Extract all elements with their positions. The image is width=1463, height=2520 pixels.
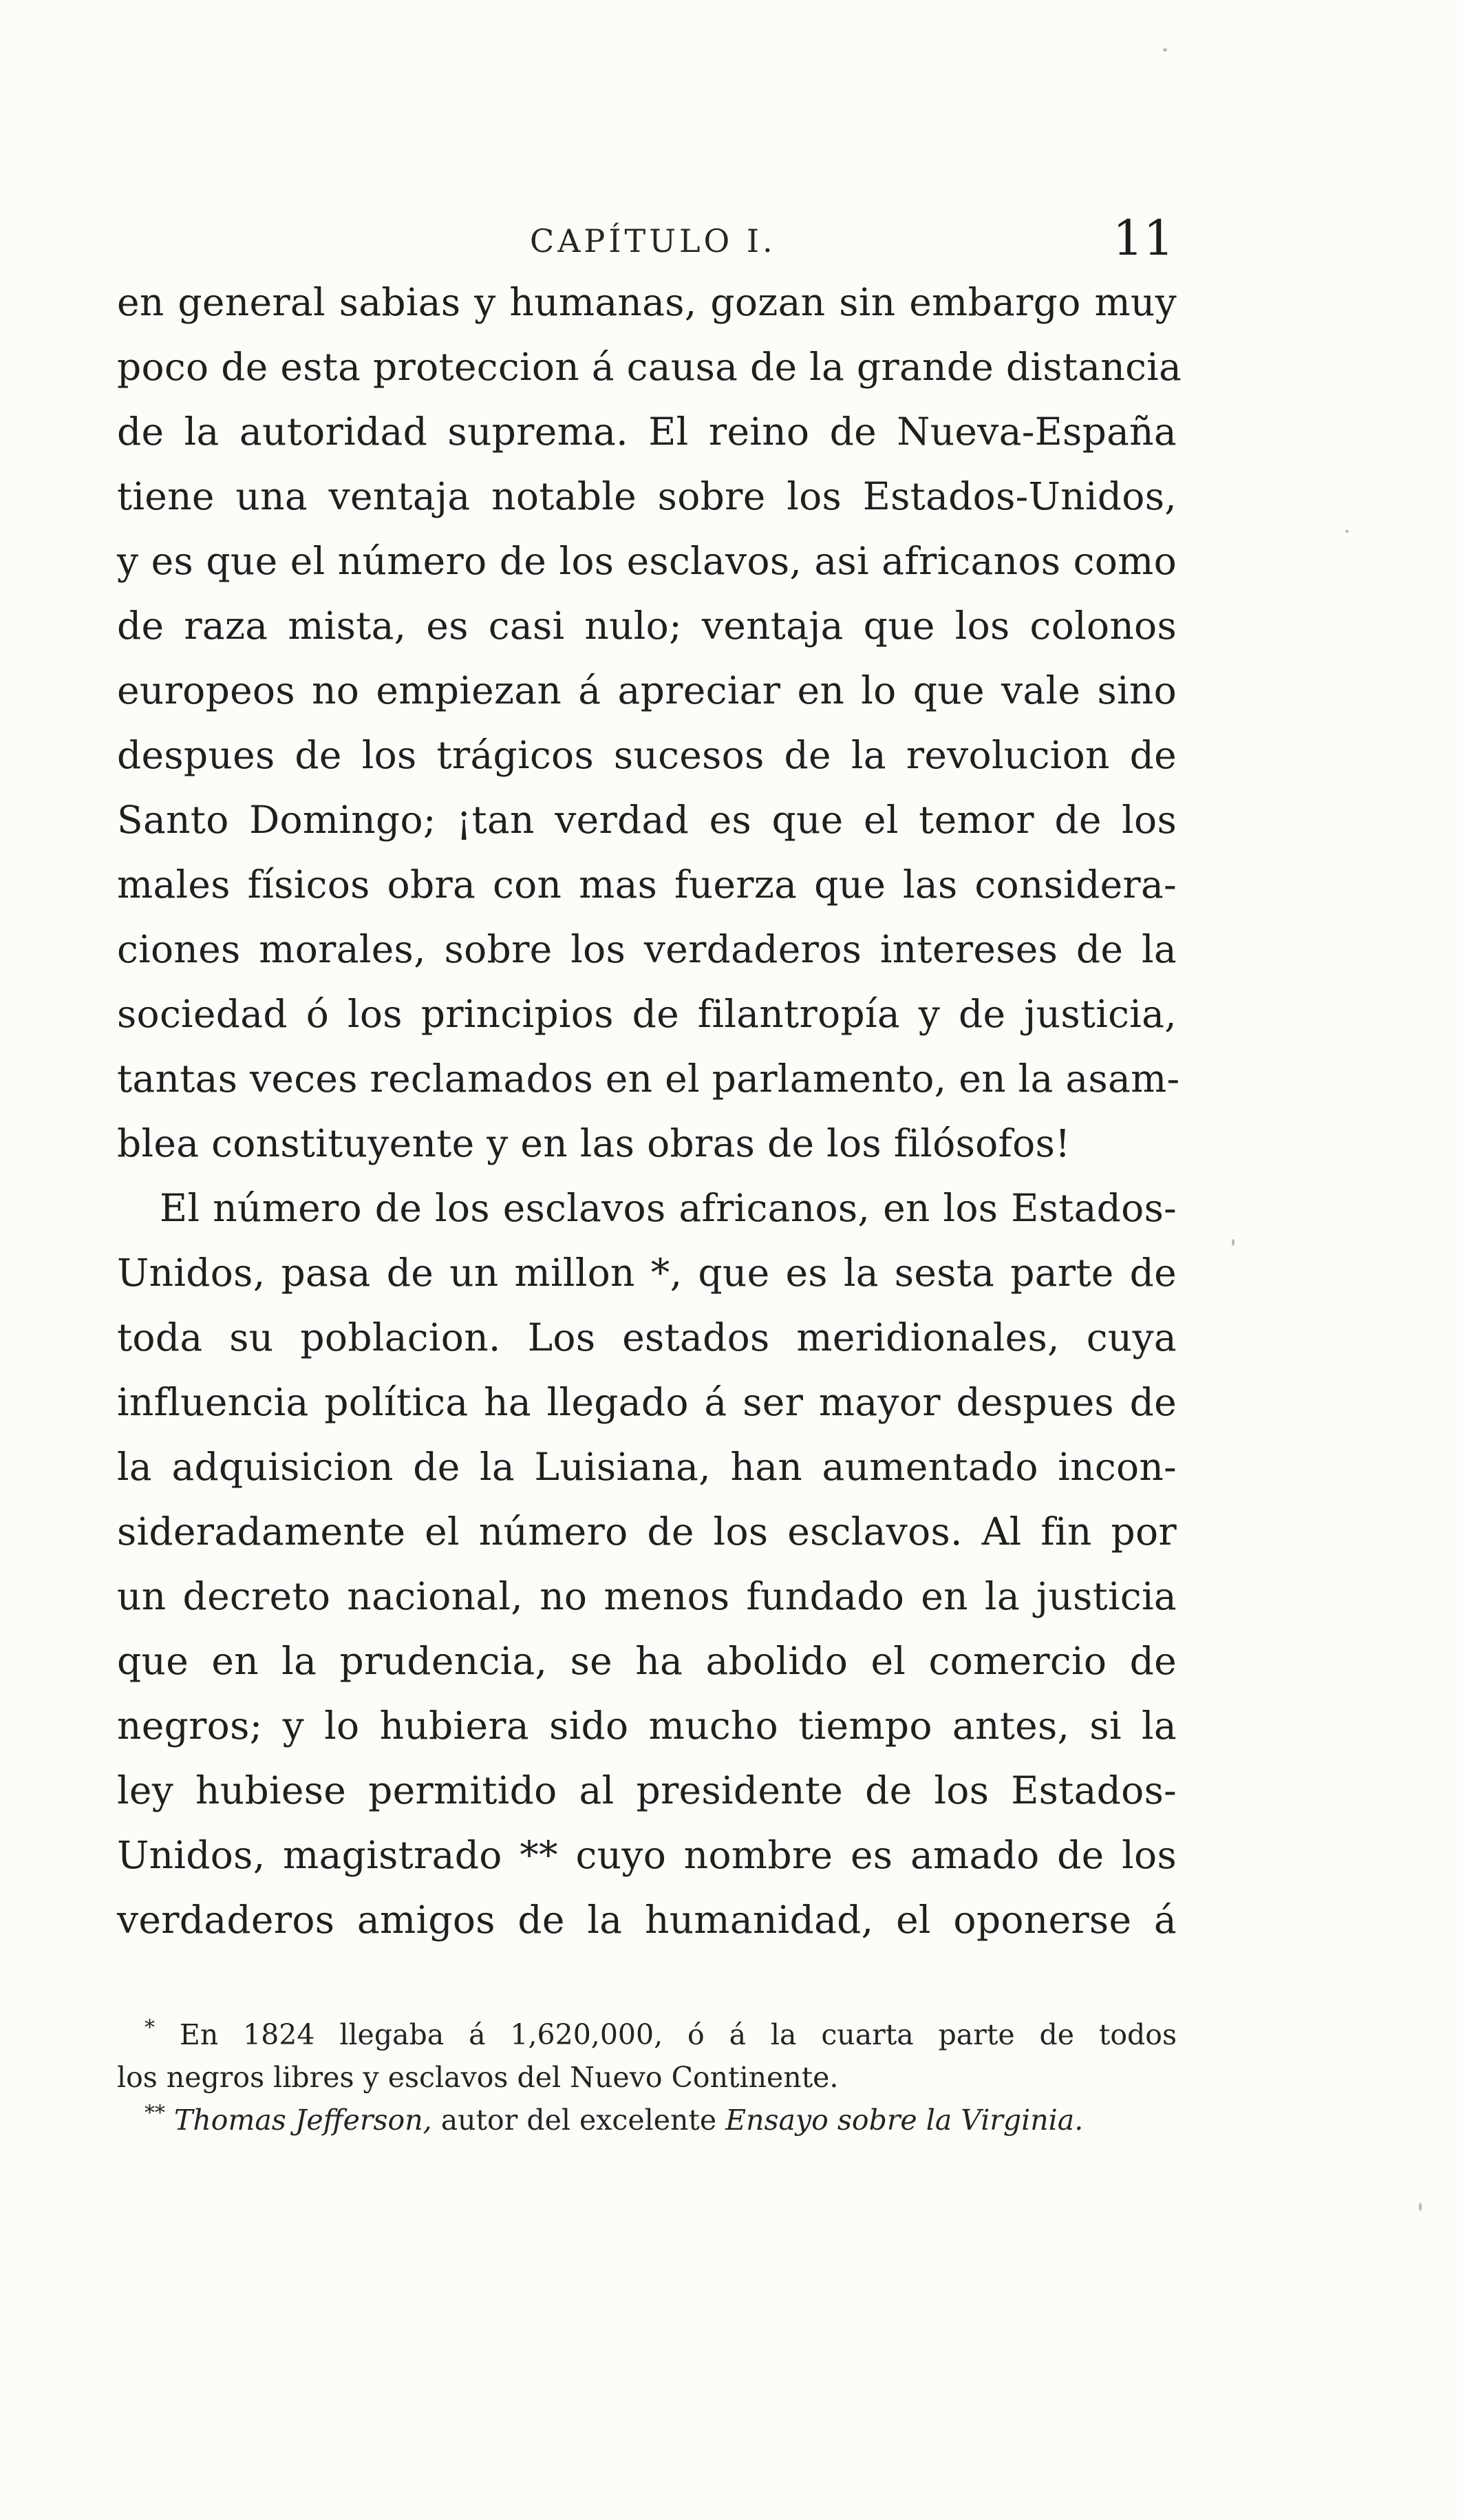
text-line: en general sabias y humanas, gozan sin embargo muy [117,280,1177,324]
paper-speck [1419,2203,1422,2211]
footnote-1 [117,2013,1177,2056]
text-line: sideradamente el número de los esclavos. Al fin por [117,1510,1177,1554]
text-line: influencia política ha llegado á ser mayor despues de [117,1380,1177,1424]
text-line: Unidos, pasa de un millon *, que es la sesta parte de [117,1251,1177,1295]
text-line: ciones morales, sobre los verdaderos intereses de la [117,927,1177,971]
text-line: un decreto nacional, no menos fundado en la justicia [117,1574,1177,1618]
footnote-2 [117,2099,1177,2141]
text-line: de la autoridad suprema. El reino de Nueva-España [117,410,1177,454]
text-line: sociedad ó los principios de filantropía y de justicia, [117,992,1177,1036]
footnote-2-text: autor del excelente [431,2104,726,2137]
text-line: tiene una ventaja notable sobre los Estados-Unidos, [117,474,1177,518]
footnote-2-author: Thomas Jefferson, [174,2104,432,2137]
text-line: y es que el número de los esclavos, asi africanos como [117,539,1177,583]
paper-speck [1232,1239,1235,1246]
footnote-2-book-title: Ensayo sobre la Virginia. [725,2104,1084,2137]
body-text [117,270,1182,1952]
text-line: verdaderos amigos de la humanidad, el oponerse á [117,1898,1177,1942]
text-line: males físicos obra con mas fuerza que las considera- [117,862,1177,907]
running-head [117,210,1177,265]
text-line: negros; y lo hubiera sido mucho tiempo antes, si la [117,1704,1177,1748]
text-line: la adquisicion de la Luisiana, han aumentado incon- [117,1445,1177,1489]
text-line: Unidos, magistrado ** cuyo nombre es amado de los [117,1833,1177,1877]
footnote-mark: * [145,2015,155,2040]
footnotes [117,2013,1177,2141]
paper-speck [1163,48,1167,52]
running-title: CAPÍTULO I. [530,222,776,260]
text-line: europeos no empiezan á apreciar en lo que vale sino [117,668,1177,712]
text-line: de raza mista, es casi nulo; ventaja que los colonos [117,604,1177,648]
footnote-1-continuation: los negros libres y esclavos del Nuevo Continente. [117,2061,839,2094]
footnote-1-text: En 1824 llegaba á 1,620,000, ó á la cuarta parte de todos [179,2018,1177,2051]
text-line: que en la prudencia, se ha abolido el comercio de [117,1639,1177,1683]
text-line-paragraph-end: blea constituyente y en las obras de los filósofos! [117,1121,1071,1165]
paper-speck [1345,530,1349,533]
footnote-mark: ** [145,2101,165,2126]
text-line: toda su poblacion. Los estados meridionales, cuya [117,1315,1177,1359]
text-line: ley hubiese permitido al presidente de los Estados- [117,1768,1177,1812]
text-line: poco de esta proteccion á causa de la grande distancia [117,345,1182,389]
text-line: despues de los trágicos sucesos de la revolucion de [117,733,1177,777]
page-number: 11 [1112,210,1174,266]
text-line: Santo Domingo; ¡tan verdad es que el temor de los [117,798,1177,842]
text-line: tantas veces reclamados en el parlamento, en la asam- [117,1057,1180,1101]
text-line-paragraph-start: El número de los esclavos africanos, en los Estados- [160,1186,1177,1230]
